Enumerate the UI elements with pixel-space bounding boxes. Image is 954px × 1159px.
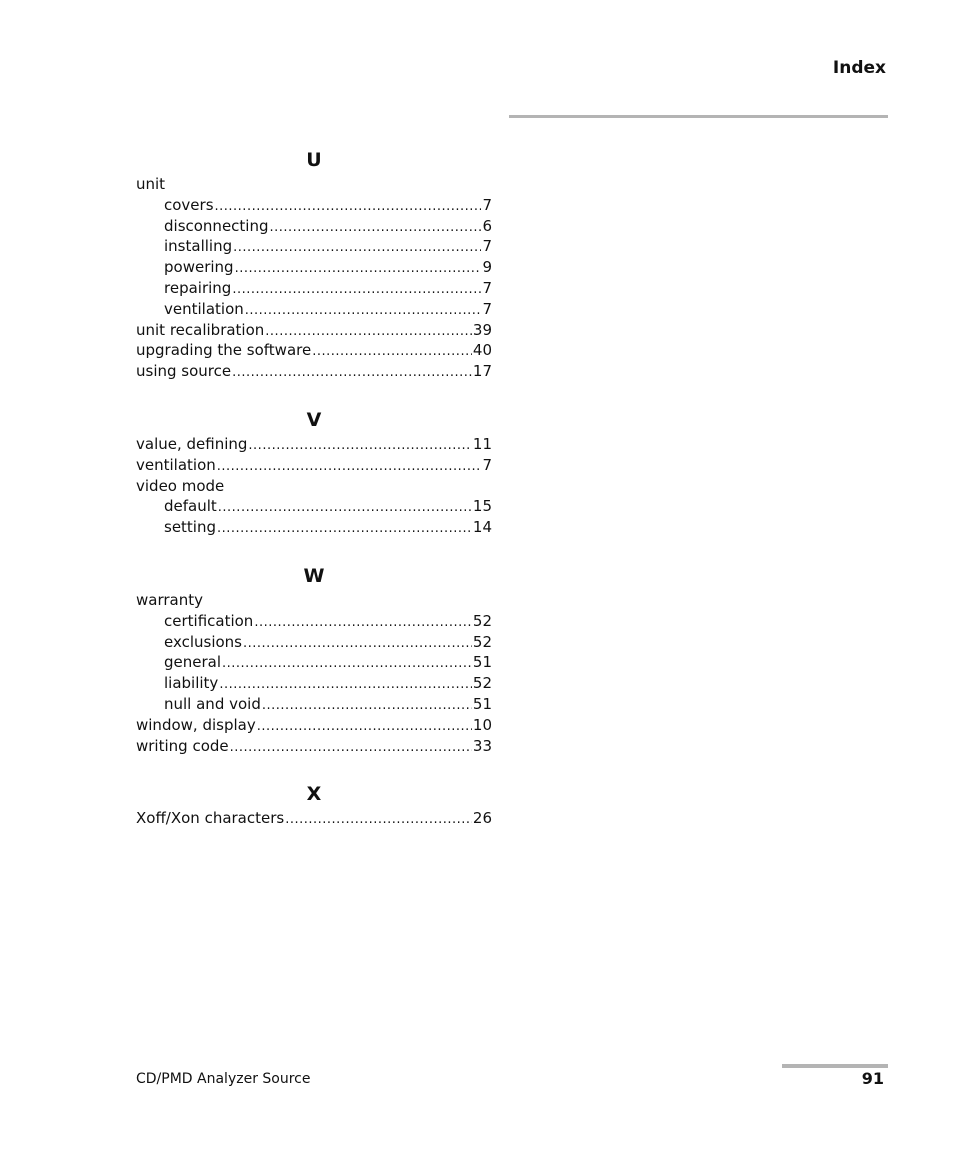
entry-term: default [164, 497, 217, 516]
entry-page-number: 10 [472, 715, 492, 734]
dot-leader [219, 675, 472, 696]
entry-term: window, display [136, 715, 256, 734]
index-subentry[interactable] [136, 673, 492, 694]
entry-term: general [164, 653, 222, 672]
entry-term: powering [164, 258, 234, 277]
entry-term: video mode [136, 476, 225, 495]
index-subentry[interactable] [136, 195, 492, 216]
dot-leader [218, 498, 472, 519]
footer-divider [782, 1064, 888, 1068]
entry-term: unit recalibration [136, 320, 265, 339]
entry-page-number: 15 [472, 497, 492, 516]
entry-term: disconnecting [164, 216, 269, 235]
entry-term: liability [164, 674, 219, 693]
footer-document-title: CD/PMD Analyzer Source [136, 1071, 311, 1087]
section-letter: U [306, 149, 322, 171]
dot-leader [235, 259, 482, 280]
index-entry[interactable] [136, 476, 492, 497]
index-entry[interactable] [136, 590, 492, 611]
dot-leader [232, 280, 481, 301]
index-column [136, 146, 492, 853]
dot-leader [217, 457, 482, 478]
entry-term: exclusions [164, 632, 242, 651]
running-header-title: Index [832, 58, 886, 78]
index-subentry[interactable] [136, 236, 492, 257]
index-entry[interactable] [136, 455, 492, 476]
entry-term: Xoff/Xon characters [136, 809, 285, 828]
section-letter: X [306, 783, 322, 806]
index-subentry[interactable] [136, 496, 492, 517]
dot-leader [248, 436, 471, 457]
entry-page-number: 39 [472, 320, 492, 339]
entry-page-number: 7 [482, 237, 492, 256]
entry-page-number: 6 [482, 216, 492, 235]
dot-leader [257, 717, 472, 738]
entry-page-number: 7 [482, 195, 492, 214]
dot-leader [222, 654, 472, 675]
index-entry[interactable] [136, 808, 492, 829]
entry-term: ventilation [164, 299, 244, 318]
dot-leader [217, 519, 472, 540]
section-letter: W [303, 564, 325, 587]
entry-page-number: 9 [482, 258, 492, 277]
entry-page-number: 7 [482, 278, 492, 297]
index-entry[interactable] [136, 736, 492, 757]
index-subentry[interactable] [136, 632, 492, 653]
dot-leader [233, 238, 481, 259]
entry-term: covers [164, 195, 214, 214]
entry-term: using source [136, 362, 232, 381]
index-subentry[interactable] [136, 278, 492, 299]
index-entry[interactable] [136, 340, 492, 361]
dot-leader [285, 810, 472, 831]
entry-term: upgrading the software [136, 341, 312, 360]
dot-leader [215, 197, 482, 218]
entry-term: null and void [164, 694, 261, 713]
entry-page-number: 33 [472, 736, 492, 755]
index-entry[interactable] [136, 715, 492, 736]
index-subentry[interactable] [136, 652, 492, 673]
dot-leader [230, 738, 472, 759]
entry-term: value, defining [136, 434, 248, 453]
section-letter: V [306, 408, 322, 431]
entry-page-number: 7 [482, 299, 492, 318]
header-divider [509, 115, 888, 118]
dot-leader [262, 696, 472, 717]
index-subentry[interactable] [136, 517, 492, 538]
entry-term: writing code [136, 736, 229, 755]
index-entry[interactable] [136, 320, 492, 341]
dot-leader [312, 342, 472, 363]
entry-page-number: 11 [472, 434, 492, 453]
index-entry[interactable] [136, 174, 492, 195]
dot-leader [245, 301, 482, 322]
index-subentry[interactable] [136, 299, 492, 320]
dot-leader [265, 322, 472, 343]
entry-page-number: 7 [482, 455, 492, 474]
entry-page-number: 26 [472, 809, 492, 828]
page-number: 91 [861, 1069, 884, 1088]
index-entry[interactable] [136, 434, 492, 455]
entry-term: installing [164, 237, 233, 256]
entry-page-number: 51 [472, 653, 492, 672]
index-section [136, 406, 492, 538]
entry-page-number: 51 [472, 694, 492, 713]
entry-term: repairing [164, 278, 232, 297]
index-section [136, 146, 492, 382]
dot-leader [243, 634, 472, 655]
dot-leader [270, 218, 482, 239]
entry-term: ventilation [136, 455, 216, 474]
index-subentry[interactable] [136, 611, 492, 632]
entry-term: warranty [136, 590, 203, 609]
entry-page-number: 14 [472, 518, 492, 537]
entry-term: certification [164, 611, 254, 630]
index-subentry[interactable] [136, 216, 492, 237]
index-section [136, 562, 492, 756]
index-entry[interactable] [136, 361, 492, 382]
entry-page-number: 17 [472, 362, 492, 381]
index-section [136, 780, 492, 829]
entry-page-number: 52 [472, 632, 492, 651]
dot-leader [254, 613, 472, 634]
entry-page-number: 52 [472, 674, 492, 693]
entry-term: setting [164, 518, 217, 537]
entry-page-number: 52 [472, 611, 492, 630]
index-subentry[interactable] [136, 694, 492, 715]
index-subentry[interactable] [136, 257, 492, 278]
dot-leader [232, 363, 472, 384]
entry-page-number: 40 [472, 341, 492, 360]
entry-term: unit [136, 175, 166, 193]
